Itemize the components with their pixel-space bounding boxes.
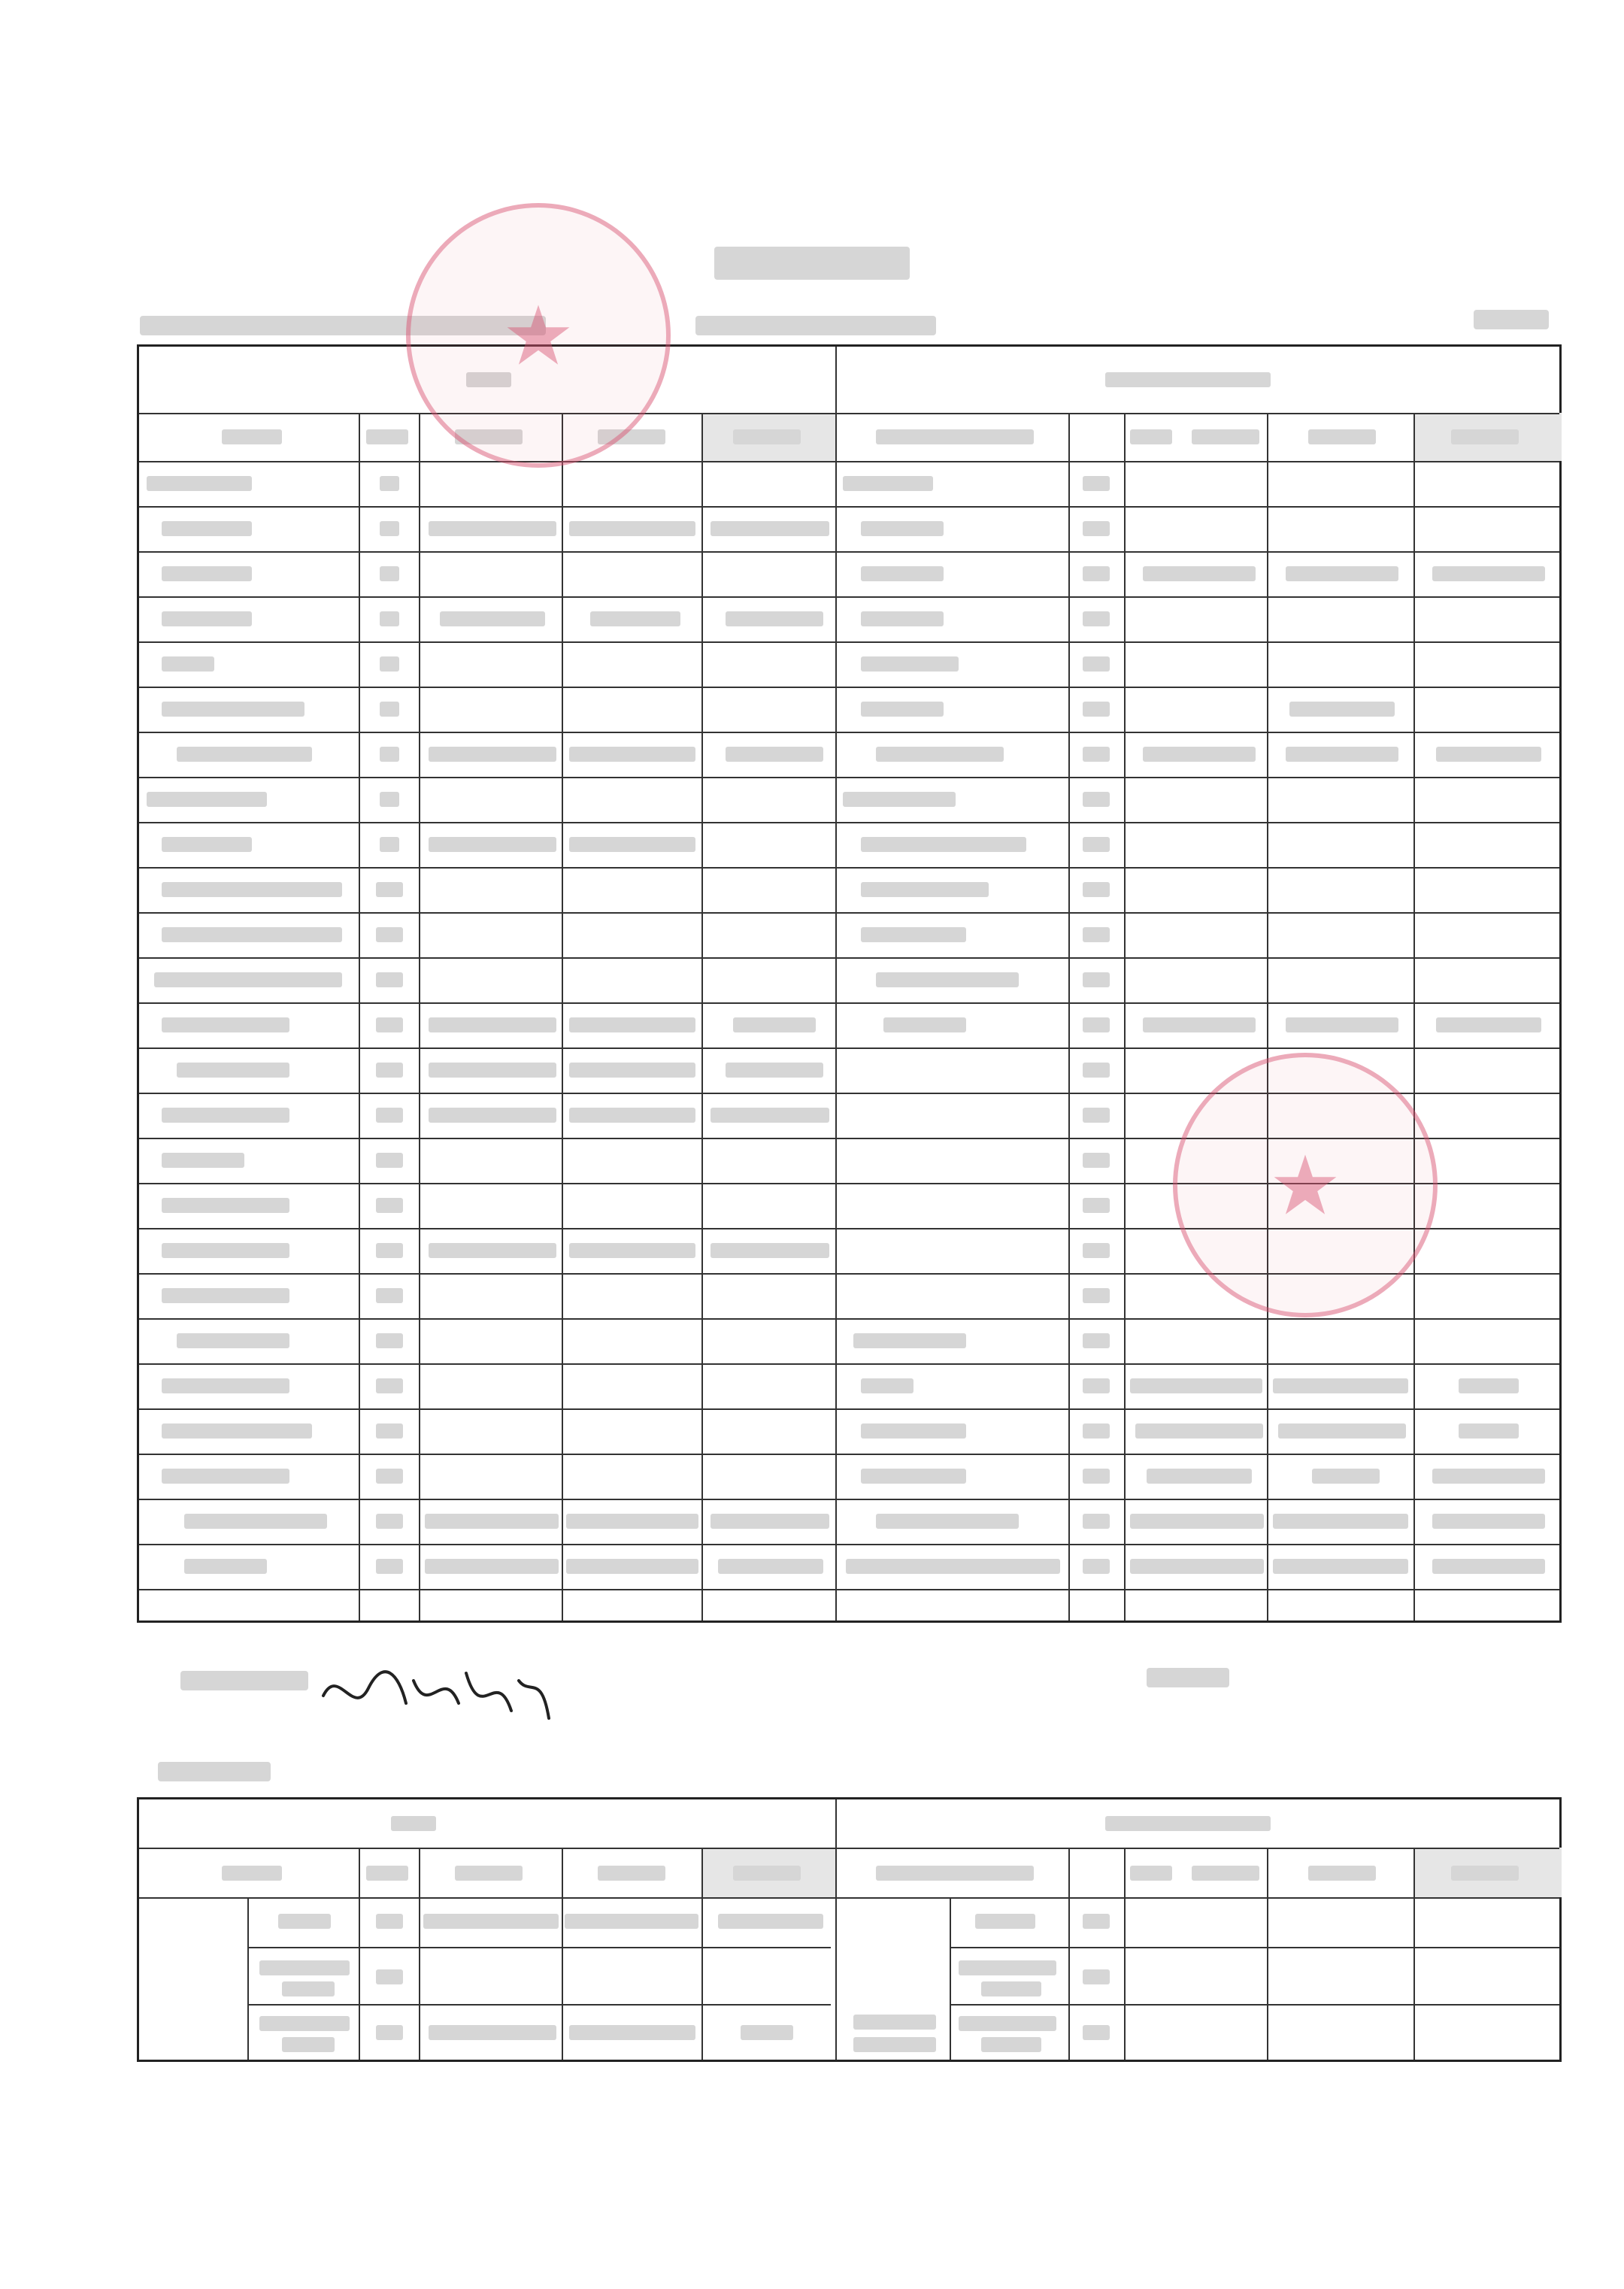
row-number (1083, 1333, 1110, 1348)
row-number (376, 882, 403, 897)
row-number (380, 656, 399, 672)
cell-value (429, 837, 556, 852)
row-number (1083, 1153, 1110, 1168)
row-label (162, 1198, 289, 1213)
row-label (876, 1514, 1019, 1529)
cell-value (429, 1243, 556, 1258)
column-header (1308, 1866, 1376, 1881)
cell-value (569, 1243, 695, 1258)
cell-value (1143, 747, 1256, 762)
cell-value (440, 611, 545, 626)
cell-value (1432, 566, 1545, 581)
column-header (733, 429, 801, 444)
column-header (876, 429, 1034, 444)
row-number (376, 1198, 403, 1213)
cell-value (566, 1514, 698, 1529)
column-header (455, 1866, 523, 1881)
cell-value (1432, 1514, 1545, 1529)
row-number (380, 521, 399, 536)
row-label (259, 2016, 350, 2031)
row-label (861, 702, 944, 717)
row-label (861, 521, 944, 536)
row-number (1083, 1243, 1110, 1258)
cell-value (429, 1108, 556, 1123)
row-label (154, 972, 342, 987)
cell-value (1130, 1378, 1262, 1393)
row-label (861, 1469, 966, 1484)
row-number (1083, 702, 1110, 717)
row-number (1083, 882, 1110, 897)
row-label (861, 566, 944, 581)
row-label (162, 611, 252, 626)
unit-head-label (180, 1671, 308, 1690)
row-label (975, 1914, 1035, 1929)
column-header (1130, 429, 1172, 444)
cell-value (429, 521, 556, 536)
cell-value (1312, 1469, 1380, 1484)
row-number (380, 792, 399, 807)
cell-value (1289, 702, 1395, 717)
assets-section-header (391, 1816, 436, 1831)
row-label (162, 1153, 244, 1168)
row-label (184, 1559, 267, 1574)
row-label (162, 656, 214, 672)
cell-value (569, 521, 695, 536)
cell-value (726, 611, 823, 626)
cell-value (726, 747, 823, 762)
cell-value (1273, 1514, 1408, 1529)
cell-value (566, 1559, 698, 1574)
cell-value (1143, 566, 1256, 581)
row-label (177, 747, 312, 762)
row-number (1083, 611, 1110, 626)
row-number (1083, 1378, 1110, 1393)
row-number (1083, 792, 1110, 807)
cell-value (569, 1108, 695, 1123)
appendix-heading (158, 1762, 271, 1781)
cell-value (569, 747, 695, 762)
row-number (376, 1243, 403, 1258)
row-number (1083, 1914, 1110, 1929)
official-seal-stamp (406, 203, 671, 468)
cell-value (1286, 566, 1398, 581)
handwritten-signature (316, 1651, 556, 1741)
column-header (598, 1866, 665, 1881)
row-label (282, 2037, 335, 2052)
row-label (843, 792, 956, 807)
cell-value (1130, 1559, 1264, 1574)
row-label (162, 1378, 289, 1393)
row-label (959, 2016, 1056, 2031)
row-number (376, 1969, 403, 1984)
row-label (853, 1333, 966, 1348)
cell-value (1135, 1423, 1263, 1439)
row-number (1083, 656, 1110, 672)
currency-unit (1474, 310, 1549, 329)
row-number (376, 1378, 403, 1393)
row-number (380, 566, 399, 581)
row-label (162, 882, 342, 897)
row-number (376, 1914, 403, 1929)
row-number (380, 476, 399, 491)
cell-value (710, 521, 829, 536)
cell-value (710, 1108, 829, 1123)
official-seal-stamp (1173, 1053, 1438, 1317)
row-number (1083, 1108, 1110, 1123)
cell-value (429, 747, 556, 762)
row-label (162, 927, 342, 942)
cell-value (565, 1914, 698, 1929)
column-header (1308, 429, 1376, 444)
row-number (1083, 1017, 1110, 1032)
cell-value (718, 1559, 823, 1574)
cell-value (425, 1559, 559, 1574)
cell-value (1286, 747, 1398, 762)
column-header (366, 429, 408, 444)
row-label (162, 837, 252, 852)
row-label (177, 1333, 289, 1348)
row-label (981, 1981, 1041, 1996)
cell-value (569, 2025, 695, 2040)
cell-value (569, 837, 695, 852)
row-label (162, 702, 304, 717)
row-number (1083, 972, 1110, 987)
row-number (376, 1514, 403, 1529)
row-label (876, 972, 1019, 987)
liabilities-section-header (1105, 1816, 1271, 1831)
row-number (376, 972, 403, 987)
row-label (278, 1914, 331, 1929)
row-number (1083, 747, 1110, 762)
row-label (959, 1960, 1056, 1975)
cell-value (1147, 1469, 1252, 1484)
row-label (853, 2015, 936, 2030)
row-number (1083, 521, 1110, 536)
column-header (366, 1866, 408, 1881)
column-header (1451, 1866, 1519, 1881)
row-number (376, 1469, 403, 1484)
row-number (1083, 1969, 1110, 1984)
row-label (853, 2037, 936, 2052)
row-number (376, 2025, 403, 2040)
column-header (1451, 429, 1519, 444)
cell-value (569, 1017, 695, 1032)
cutoff-date (695, 316, 936, 335)
row-number (376, 1153, 403, 1168)
row-number (1083, 1063, 1110, 1078)
cell-value (1436, 1017, 1541, 1032)
column-header (1192, 1866, 1259, 1881)
document-title (677, 233, 947, 293)
row-number (376, 1063, 403, 1078)
row-label (843, 476, 933, 491)
row-label (282, 1981, 335, 1996)
balance-sheet-table (137, 344, 1562, 1623)
row-number (1083, 1514, 1110, 1529)
row-number (376, 1423, 403, 1439)
row-number (376, 927, 403, 942)
cell-value (726, 1063, 823, 1078)
column-header (1130, 1866, 1172, 1881)
row-number (1083, 1559, 1110, 1574)
row-number (380, 837, 399, 852)
row-number (1083, 1423, 1110, 1439)
row-number (380, 747, 399, 762)
row-label (147, 792, 267, 807)
row-number (380, 611, 399, 626)
row-label (883, 1017, 966, 1032)
row-label (259, 1960, 350, 1975)
row-number (1083, 1288, 1110, 1303)
cell-value (1432, 1559, 1545, 1574)
row-number (380, 702, 399, 717)
cell-value (429, 2025, 556, 2040)
liabilities-section-header (1105, 372, 1271, 387)
cell-value (1436, 747, 1541, 762)
preparer-label (1147, 1668, 1229, 1687)
row-label (184, 1514, 327, 1529)
row-number (376, 1017, 403, 1032)
cell-value (1130, 1514, 1264, 1529)
row-label (162, 521, 252, 536)
cell-value (425, 1514, 559, 1529)
row-number (1083, 1198, 1110, 1213)
cell-value (569, 1063, 695, 1078)
star-icon (504, 302, 572, 369)
cell-value (423, 1914, 559, 1929)
row-number (376, 1108, 403, 1123)
row-label (861, 656, 959, 672)
cell-value (1143, 1017, 1256, 1032)
row-label (861, 1423, 966, 1439)
row-label (861, 837, 1026, 852)
row-number (1083, 566, 1110, 581)
row-label (177, 1063, 289, 1078)
column-header (222, 1866, 282, 1881)
cell-value (1273, 1378, 1408, 1393)
row-label (162, 1243, 289, 1258)
cell-value (710, 1243, 829, 1258)
row-label (162, 1108, 289, 1123)
appendix-table (137, 1797, 1562, 2062)
row-label (162, 1423, 312, 1439)
cell-value (1432, 1469, 1545, 1484)
star-icon (1271, 1151, 1339, 1219)
row-number (1083, 837, 1110, 852)
row-label (846, 1559, 1060, 1574)
column-header (222, 429, 282, 444)
row-label (147, 476, 252, 491)
cell-value (1286, 1017, 1398, 1032)
column-header (876, 1866, 1034, 1881)
row-label (861, 927, 966, 942)
cell-value (429, 1063, 556, 1078)
row-label (162, 1469, 289, 1484)
row-number (1083, 476, 1110, 491)
row-label (876, 747, 1004, 762)
cell-value (1273, 1559, 1408, 1574)
cell-value (1278, 1423, 1406, 1439)
row-label (162, 566, 252, 581)
row-number (1083, 927, 1110, 942)
cell-value (741, 2025, 793, 2040)
row-number (376, 1559, 403, 1574)
cell-value (718, 1914, 823, 1929)
row-label (861, 611, 944, 626)
row-number (1083, 1469, 1110, 1484)
row-number (1083, 2025, 1110, 2040)
row-label (162, 1288, 289, 1303)
row-label (981, 2037, 1041, 2052)
cell-value (590, 611, 680, 626)
row-number (376, 1288, 403, 1303)
cell-value (710, 1514, 829, 1529)
row-label (861, 882, 989, 897)
row-label (162, 1017, 289, 1032)
cell-value (1459, 1423, 1519, 1439)
column-header (1192, 429, 1259, 444)
row-number (376, 1333, 403, 1348)
row-label (861, 1378, 914, 1393)
cell-value (733, 1017, 816, 1032)
column-header (733, 1866, 801, 1881)
cell-value (1459, 1378, 1519, 1393)
cell-value (429, 1017, 556, 1032)
